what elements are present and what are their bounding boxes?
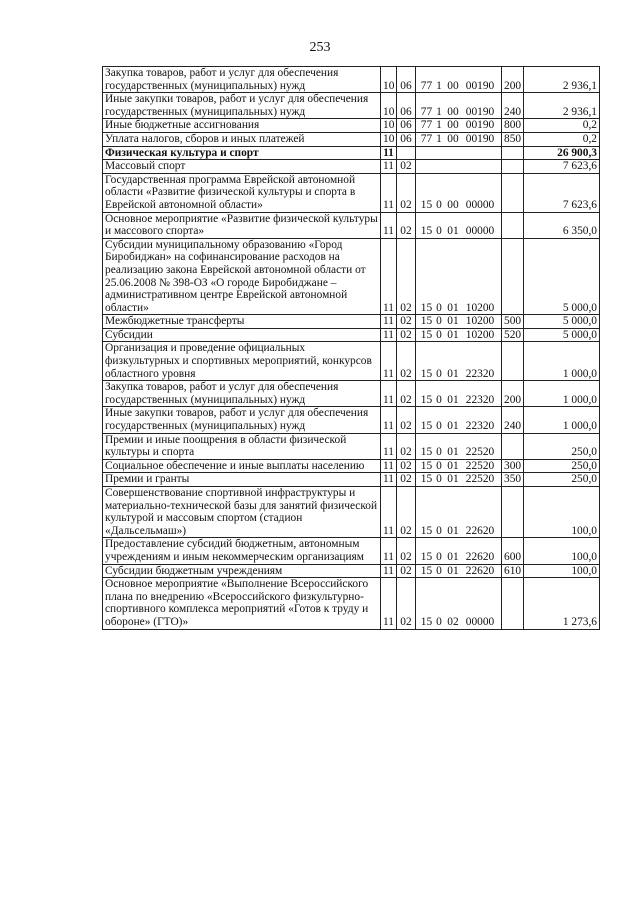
target-code-part: 00 [447, 79, 459, 92]
row-expense-type-code: 240 [502, 407, 524, 433]
target-code-part: 00190 [465, 105, 495, 118]
target-code-part: 15 [420, 524, 433, 537]
row-expense-type-code: 600 [502, 538, 524, 564]
row-expense-type-code [502, 212, 524, 238]
target-code-part: 0 [436, 198, 442, 211]
target-code-part: 15 [420, 446, 433, 459]
target-code-part: 1 [436, 79, 442, 92]
row-amount: 5 000,0 [524, 315, 600, 329]
row-subsection-code: 02 [397, 381, 416, 407]
row-name: Субсидии бюджетным учреждениям [103, 564, 381, 578]
row-name: Совершенствование спортивной инфраструктуры и материально-технической базы для занятий физической культурой и массовым спортом (стадион «Дальсельмаш») [103, 487, 381, 538]
target-code-part: 01 [447, 301, 459, 314]
row-expense-type-code [502, 238, 524, 315]
row-name: Закупка товаров, работ и услуг для обеспечения государственных (муниципальных) нужд [103, 67, 381, 93]
row-section-code: 11 [381, 315, 397, 329]
target-code-part: 0 [436, 615, 442, 628]
row-target-code [416, 538, 502, 564]
row-expense-type-code: 800 [502, 119, 524, 133]
row-subsection-code: 02 [397, 328, 416, 342]
row-section-code: 11 [381, 538, 397, 564]
row-target-code [416, 487, 502, 538]
row-target-code [416, 564, 502, 578]
row-expense-type-code [502, 342, 524, 381]
table-row [103, 487, 600, 538]
table-row [103, 433, 600, 459]
row-expense-type-code [502, 146, 524, 160]
row-section-code: 11 [381, 381, 397, 407]
row-target-code [416, 160, 502, 174]
row-section-code: 11 [381, 160, 397, 174]
row-target-code [416, 132, 502, 146]
row-section-code: 11 [381, 146, 397, 160]
row-amount: 1 000,0 [524, 407, 600, 433]
target-code-part: 1 [436, 132, 442, 145]
row-target-code [416, 315, 502, 329]
row-name: Уплата налогов, сборов и иных платежей [103, 132, 381, 146]
table-row [103, 459, 600, 473]
target-code-part: 01 [447, 393, 459, 406]
row-name: Субсидии муниципальному образованию «Город Биробиджан» на софинансирование расходов на реализацию закона Еврейской автономной области от 25.06.2008 № 398-ОЗ «О городе Биробиджане – административном центре Еврейской автономной области» [103, 238, 381, 315]
row-name: Иные закупки товаров, работ и услуг для обеспечения государственных (муниципальных) нужд [103, 407, 381, 433]
target-code-part: 15 [420, 315, 433, 328]
target-code-part: 01 [447, 225, 459, 238]
row-subsection-code: 02 [397, 578, 416, 629]
table-row [103, 160, 600, 174]
table-row [103, 173, 600, 212]
target-code-part: 00 [447, 105, 459, 118]
target-code-part: 00190 [465, 119, 495, 132]
target-code-part: 15 [420, 225, 433, 238]
target-code-part: 0 [436, 225, 442, 238]
row-amount: 250,0 [524, 459, 600, 473]
target-code-part: 01 [447, 473, 459, 486]
row-subsection-code: 02 [397, 315, 416, 329]
row-name: Социальное обеспечение и иные выплаты населению [103, 459, 381, 473]
target-code-part: 15 [420, 328, 433, 341]
target-code-part: 0 [436, 420, 442, 433]
row-target-code [416, 173, 502, 212]
page-number: 253 [309, 40, 331, 55]
row-amount: 2 936,1 [524, 93, 600, 119]
row-section-code: 10 [381, 132, 397, 146]
target-code-part: 0 [436, 315, 442, 328]
row-amount: 7 623,6 [524, 173, 600, 212]
row-amount: 100,0 [524, 487, 600, 538]
row-amount: 6 350,0 [524, 212, 600, 238]
row-amount: 100,0 [524, 538, 600, 564]
row-expense-type-code: 850 [502, 132, 524, 146]
row-target-code [416, 238, 502, 315]
target-code-part: 0 [436, 393, 442, 406]
row-subsection-code: 02 [397, 433, 416, 459]
target-code-part: 15 [420, 459, 433, 472]
table-row [103, 564, 600, 578]
target-code-part: 22520 [465, 459, 495, 472]
row-subsection-code: 06 [397, 132, 416, 146]
target-code-part: 0 [436, 473, 442, 486]
target-code-part: 01 [447, 459, 459, 472]
target-code-part: 00000 [465, 615, 495, 628]
target-code-part: 01 [447, 550, 459, 563]
target-code-part: 0 [436, 301, 442, 314]
target-code-part: 15 [420, 420, 433, 433]
row-amount: 26 900,3 [524, 146, 600, 160]
table-row [103, 342, 600, 381]
target-code-part: 01 [447, 446, 459, 459]
target-code-part: 0 [436, 550, 442, 563]
target-code-part: 77 [420, 132, 433, 145]
target-code-part: 10200 [465, 315, 495, 328]
row-name: Иные бюджетные ассигнования [103, 119, 381, 133]
target-code-part: 22620 [465, 524, 495, 537]
target-code-part: 02 [447, 615, 459, 628]
target-code-part: 15 [420, 367, 433, 380]
row-name: Закупка товаров, работ и услуг для обеспечения государственных (муниципальных) нужд [103, 381, 381, 407]
target-code-part: 10200 [465, 328, 495, 341]
row-amount: 0,2 [524, 119, 600, 133]
target-code-part: 00 [447, 198, 459, 211]
row-subsection-code: 02 [397, 564, 416, 578]
row-expense-type-code [502, 173, 524, 212]
row-section-code: 11 [381, 328, 397, 342]
row-name: Субсидии [103, 328, 381, 342]
row-amount: 1 000,0 [524, 342, 600, 381]
target-code-part: 77 [420, 105, 433, 118]
row-section-code: 11 [381, 212, 397, 238]
table-row [103, 119, 600, 133]
row-expense-type-code [502, 433, 524, 459]
table-row [103, 146, 600, 160]
target-code-part: 22320 [465, 367, 495, 380]
target-code-part: 00000 [465, 198, 495, 211]
row-subsection-code: 02 [397, 212, 416, 238]
target-code-part: 22520 [465, 446, 495, 459]
row-name: Премии и иные поощрения в области физической культуры и спорта [103, 433, 381, 459]
row-section-code: 11 [381, 473, 397, 487]
row-name: Организация и проведение официальных физкультурных и спортивных мероприятий, конкурсов областного уровня [103, 342, 381, 381]
row-amount: 100,0 [524, 564, 600, 578]
row-section-code: 11 [381, 407, 397, 433]
target-code-part: 00190 [465, 132, 495, 145]
target-code-part: 0 [436, 328, 442, 341]
target-code-part: 0 [436, 564, 442, 577]
target-code-part: 10200 [465, 301, 495, 314]
target-code-part: 01 [447, 315, 459, 328]
target-code-part: 15 [420, 615, 433, 628]
row-section-code: 10 [381, 93, 397, 119]
target-code-part: 15 [420, 301, 433, 314]
table-row [103, 381, 600, 407]
target-code-part: 77 [420, 79, 433, 92]
row-target-code [416, 328, 502, 342]
row-name: Физическая культура и спорт [103, 146, 381, 160]
target-code-part: 15 [420, 564, 433, 577]
target-code-part: 00 [447, 119, 459, 132]
row-section-code: 10 [381, 119, 397, 133]
table-row [103, 212, 600, 238]
row-section-code: 11 [381, 238, 397, 315]
target-code-part: 15 [420, 393, 433, 406]
table-row [103, 67, 600, 93]
table-row [103, 578, 600, 629]
row-amount: 250,0 [524, 433, 600, 459]
table-row [103, 328, 600, 342]
row-expense-type-code [502, 578, 524, 629]
row-amount: 7 623,6 [524, 160, 600, 174]
row-subsection-code: 02 [397, 238, 416, 315]
row-target-code [416, 473, 502, 487]
row-name: Межбюджетные трансферты [103, 315, 381, 329]
row-target-code [416, 146, 502, 160]
row-name: Основное мероприятие «Развитие физической культуры и массового спорта» [103, 212, 381, 238]
row-subsection-code: 02 [397, 538, 416, 564]
target-code-part: 01 [447, 420, 459, 433]
table-row [103, 538, 600, 564]
row-expense-type-code: 520 [502, 328, 524, 342]
target-code-part: 22320 [465, 420, 495, 433]
target-code-part: 01 [447, 564, 459, 577]
target-code-part: 00190 [465, 79, 495, 92]
target-code-part: 01 [447, 328, 459, 341]
row-amount: 250,0 [524, 473, 600, 487]
target-code-part: 1 [436, 119, 442, 132]
row-target-code [416, 433, 502, 459]
row-target-code [416, 212, 502, 238]
row-expense-type-code: 300 [502, 459, 524, 473]
table-row [103, 315, 600, 329]
row-expense-type-code: 240 [502, 93, 524, 119]
row-target-code [416, 381, 502, 407]
row-target-code [416, 407, 502, 433]
row-section-code: 10 [381, 67, 397, 93]
row-expense-type-code: 200 [502, 67, 524, 93]
target-code-part: 22620 [465, 564, 495, 577]
budget-table-body [103, 67, 600, 630]
table-row [103, 473, 600, 487]
table-row [103, 132, 600, 146]
target-code-part: 77 [420, 119, 433, 132]
target-code-part: 22520 [465, 473, 495, 486]
table-row [103, 238, 600, 315]
row-section-code: 11 [381, 173, 397, 212]
target-code-part: 0 [436, 524, 442, 537]
row-target-code [416, 342, 502, 381]
row-name: Основное мероприятие «Выполнение Всероссийского плана по внедрению «Всероссийского физкультурно-спортивного комплекса мероприятий «Готов к труду и обороне» (ГТО)» [103, 578, 381, 629]
target-code-part: 01 [447, 367, 459, 380]
row-name: Массовый спорт [103, 160, 381, 174]
row-target-code [416, 578, 502, 629]
row-subsection-code: 06 [397, 93, 416, 119]
row-name: Иные закупки товаров, работ и услуг для обеспечения государственных (муниципальных) нужд [103, 93, 381, 119]
target-code-part: 15 [420, 550, 433, 563]
row-name: Предоставление субсидий бюджетным, автономным учреждениям и иным некоммерческим организациям [103, 538, 381, 564]
row-target-code [416, 93, 502, 119]
row-amount: 1 000,0 [524, 381, 600, 407]
row-subsection-code: 02 [397, 459, 416, 473]
row-target-code [416, 67, 502, 93]
row-target-code [416, 459, 502, 473]
target-code-part: 01 [447, 524, 459, 537]
row-subsection-code: 02 [397, 407, 416, 433]
budget-table [102, 66, 600, 630]
row-subsection-code: 06 [397, 67, 416, 93]
target-code-part: 00000 [465, 225, 495, 238]
row-amount: 1 273,6 [524, 578, 600, 629]
row-subsection-code: 02 [397, 342, 416, 381]
row-subsection-code: 02 [397, 487, 416, 538]
row-subsection-code: 02 [397, 160, 416, 174]
target-code-part: 0 [436, 459, 442, 472]
target-code-part: 1 [436, 105, 442, 118]
row-expense-type-code: 610 [502, 564, 524, 578]
row-expense-type-code [502, 487, 524, 538]
row-section-code: 11 [381, 487, 397, 538]
row-name: Государственная программа Еврейской автономной области «Развитие физической культуры и спорта в Еврейской автономной области» [103, 173, 381, 212]
row-section-code: 11 [381, 342, 397, 381]
row-section-code: 11 [381, 459, 397, 473]
row-expense-type-code: 200 [502, 381, 524, 407]
row-subsection-code: 06 [397, 119, 416, 133]
row-section-code: 11 [381, 564, 397, 578]
row-amount: 2 936,1 [524, 67, 600, 93]
row-subsection-code: 02 [397, 473, 416, 487]
row-amount: 5 000,0 [524, 238, 600, 315]
row-target-code [416, 119, 502, 133]
target-code-part: 22620 [465, 550, 495, 563]
row-subsection-code [397, 146, 416, 160]
target-code-part: 15 [420, 198, 433, 211]
row-section-code: 11 [381, 433, 397, 459]
target-code-part: 22320 [465, 393, 495, 406]
row-amount: 0,2 [524, 132, 600, 146]
target-code-part: 15 [420, 473, 433, 486]
row-name: Премии и гранты [103, 473, 381, 487]
row-amount: 5 000,0 [524, 328, 600, 342]
target-code-part: 0 [436, 446, 442, 459]
table-row [103, 93, 600, 119]
row-expense-type-code: 350 [502, 473, 524, 487]
row-subsection-code: 02 [397, 173, 416, 212]
row-expense-type-code: 500 [502, 315, 524, 329]
target-code-part: 0 [436, 367, 442, 380]
row-section-code: 11 [381, 578, 397, 629]
table-row [103, 407, 600, 433]
row-expense-type-code [502, 160, 524, 174]
target-code-part: 00 [447, 132, 459, 145]
